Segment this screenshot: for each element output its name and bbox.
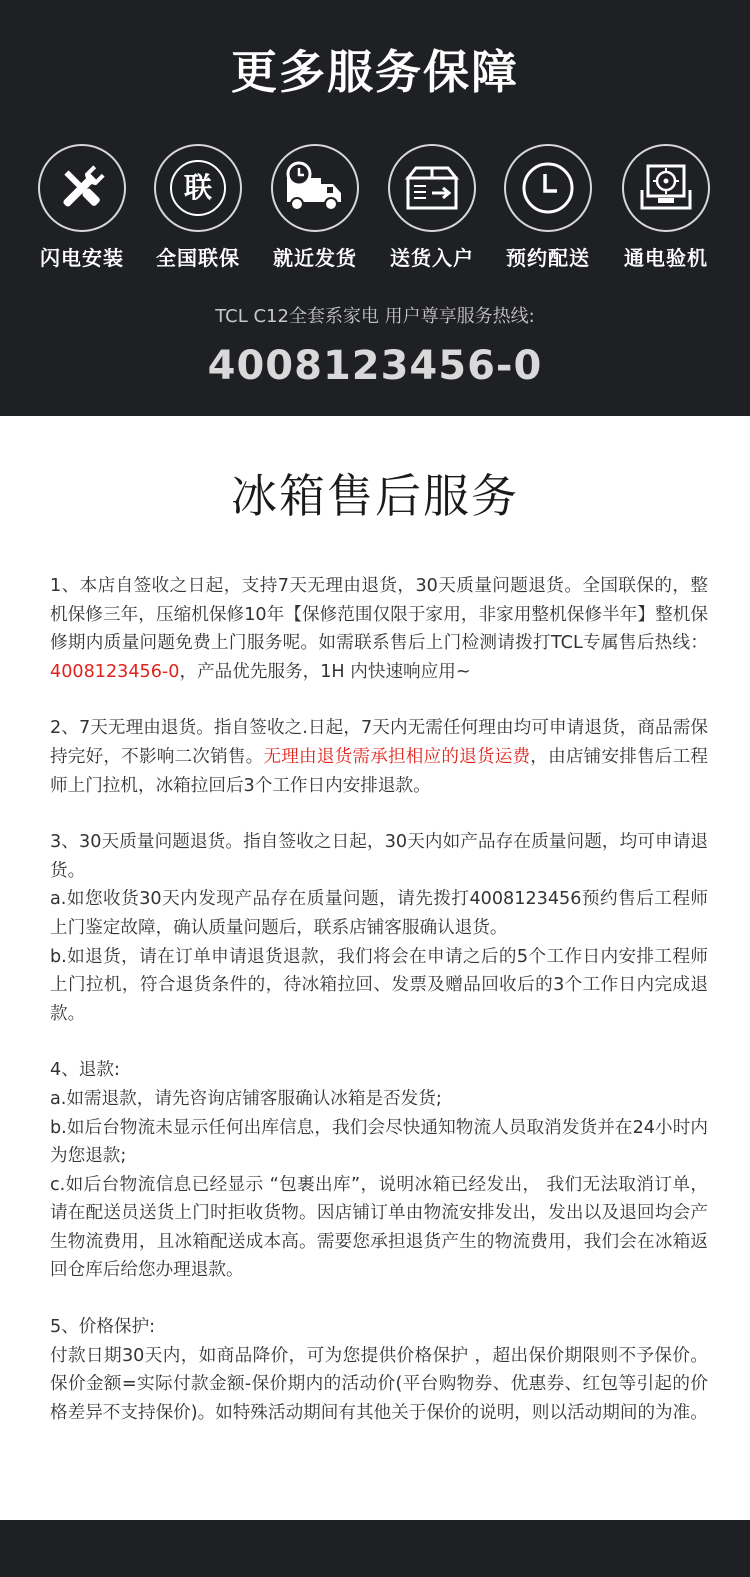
delivery-truck-icon <box>271 144 359 232</box>
service-label: 就近发货 <box>273 246 357 270</box>
service-label: 预约配送 <box>506 246 590 270</box>
after-sales-content <box>50 572 708 1455</box>
banner-title: 更多服务保障 <box>231 45 519 99</box>
box-arrow-icon <box>388 144 476 232</box>
policy-paragraph-2 <box>50 714 708 800</box>
p2-text-end: ，由店铺安排售后工程师上门拉机，冰箱拉回后3个工作日内安排退款。 <box>50 746 708 796</box>
service-label: 全国联保 <box>156 246 240 270</box>
hotline-number: 4008123456-0 <box>207 343 543 389</box>
p2-text: 2、7天无理由退货。指自签收之.日起，7天内无需任何理由均可申请退货，商品需保持完好，不影响二次销售。 <box>50 718 708 767</box>
hotline-label: TCL C12全套系家电 用户尊享服务热线: <box>215 306 535 327</box>
p1-hotline-highlight: 4008123456-0 <box>50 661 180 682</box>
p3-item-a: a.如您收货30天内发现产品存在质量问题，请先拨打4008123456预约售后工程师上门鉴定故障，确认质量问题后，联系店铺客服确认退货。 <box>50 889 708 938</box>
section-title: 冰箱售后服务 <box>231 469 519 523</box>
service-label: 闪电安装 <box>40 246 124 270</box>
service-item-nearby-shipping <box>255 144 375 272</box>
p4-item-b: b.如后台物流未显示任何出库信息，我们会尽快通知物流人员取消发货并在24小时内为您退款; <box>50 1117 708 1167</box>
p3-text: 3、30天质量问题退货。指自签收之日起，30天内如产品存在质量问题，均可申请退货。 <box>50 832 708 881</box>
p4-item-c: c.如后台物流信息已经显示 “包裹出库”，说明冰箱已经发出， 我们无法取消订单，请在配送员送货上门时拒收货物。因店铺订单由物流安排发出，发出以及退回均会产生物流费用，且冰箱配送成本高。需要您承担退货产生的物流费用，我们会在冰箱返回仓库后给您办理退款。 <box>50 1174 708 1281</box>
service-label: 送货入户 <box>390 246 474 270</box>
tools-icon <box>38 144 126 232</box>
service-label: 通电验机 <box>624 246 708 270</box>
policy-paragraph-3 <box>50 828 708 1028</box>
service-banner <box>0 0 750 416</box>
policy-paragraph-4 <box>50 1056 708 1285</box>
footer-bar <box>0 1520 750 1577</box>
p3-item-b: b.如退货，请在订单申请退货退款，我们将会在申请之后的5个工作日内安排工程师上门拉机，符合退货条件的，待冰箱拉回、发票及赠品回收后的3个工作日内完成退款。 <box>50 946 708 1024</box>
p1-text: 1、本店自签收之日起，支持7天无理由退货，30天质量问题退货。全国联保的，整机保修三年，压缩机保修10年【保修范围仅限于家用，非家用整机保修半年】整机保修期内质量问题免费上门服务呢。如需联系售后上门检测请拨打TCL专属售后热线： <box>50 576 708 654</box>
inspection-target-icon <box>622 144 710 232</box>
lian-icon <box>154 144 242 232</box>
p4-title: 4、退款: <box>50 1060 120 1081</box>
service-item-home-delivery <box>372 144 492 272</box>
lian-icon-char: 联 <box>183 171 212 204</box>
policy-paragraph-1 <box>50 572 708 686</box>
p5-text: 付款日期30天内，如商品降价，可为您提供价格保护 ，超出保价期限则不予保价。保价金额=实际付款金额-保价期内的活动价(平台购物券、优惠券、红包等引起的价格差异不支持保价)。如特殊活动期间有其他关于保价的说明，则以活动期间的为准。 <box>50 1345 708 1423</box>
service-item-warranty <box>138 144 258 272</box>
p5-title: 5、价格保护: <box>50 1317 156 1338</box>
service-item-power-test <box>606 144 726 272</box>
policy-paragraph-5 <box>50 1313 708 1427</box>
clock-icon <box>504 144 592 232</box>
p1-text-end: ，产品优先服务，1H 内快速响应用~ <box>179 661 471 682</box>
service-item-scheduled-delivery <box>488 144 608 272</box>
p4-item-a: a.如需退款，请先咨询店铺客服确认冰箱是否发货; <box>50 1088 442 1109</box>
service-item-install <box>22 144 142 272</box>
p2-fee-highlight: 无理由退货需承担相应的退货运费 <box>263 746 531 767</box>
service-icons-row <box>0 144 750 274</box>
